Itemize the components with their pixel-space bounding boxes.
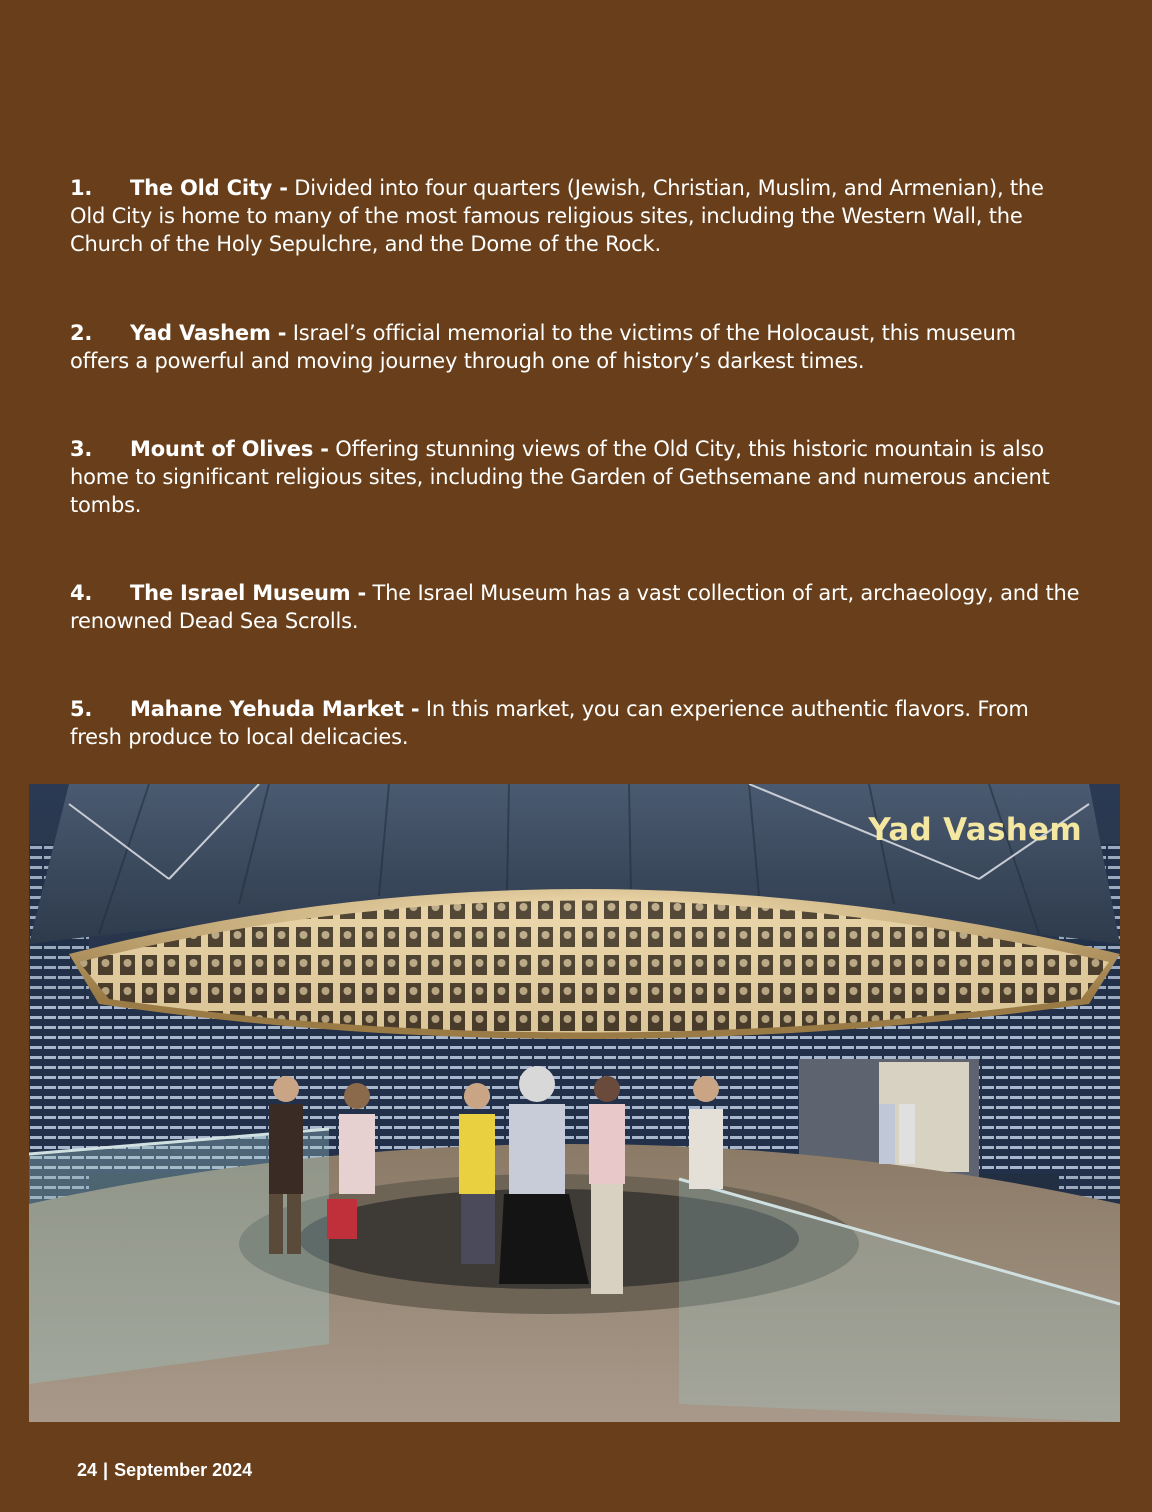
item-title: Mahane Yehuda Market - <box>130 697 420 721</box>
list-item <box>70 695 1080 751</box>
list-item <box>70 435 1080 519</box>
photo-caption: Yad Vashem <box>868 812 1082 848</box>
list-item <box>70 174 1080 258</box>
yad-vashem-photo <box>29 784 1120 1422</box>
issue-date: September 2024 <box>114 1460 253 1480</box>
page-footer <box>77 1460 252 1481</box>
footer-separator: | <box>103 1460 109 1480</box>
hall-of-names-illustration <box>29 784 1120 1422</box>
item-text: In this market, you can experience authentic flavors. From fresh produce to local delicacies. <box>70 697 1029 749</box>
item-title: The Israel Museum - <box>130 581 367 605</box>
item-title: The Old City - <box>130 176 288 200</box>
page-number: 24 <box>77 1460 98 1480</box>
item-number: 1. <box>70 176 93 200</box>
item-number: 4. <box>70 581 93 605</box>
list-item <box>70 579 1080 635</box>
item-text: Divided into four quarters (Jewish, Christian, Muslim, and Armenian), the Old City is home to many of the most famous religious sites, including the Western Wall, the Church of the Holy Sepulchre, and the Dome of the Rock. <box>70 176 1044 256</box>
item-number: 3. <box>70 437 93 461</box>
item-text: Offering stunning views of the Old City, this historic mountain is also home to significant religious sites, including the Garden of Gethsemane and numerous ancient tombs. <box>70 437 1050 517</box>
item-text: The Israel Museum has a vast collection of art, archaeology, and the renowned Dead Sea Scrolls. <box>70 581 1080 633</box>
item-number: 2. <box>70 321 93 345</box>
item-title: Yad Vashem - <box>130 321 287 345</box>
list-item <box>70 319 1080 375</box>
item-title: Mount of Olives - <box>130 437 329 461</box>
item-number: 5. <box>70 697 93 721</box>
item-text: Israel’s official memorial to the victims of the Holocaust, this museum offers a powerful and moving journey through one of history’s darkest times. <box>70 321 1016 373</box>
